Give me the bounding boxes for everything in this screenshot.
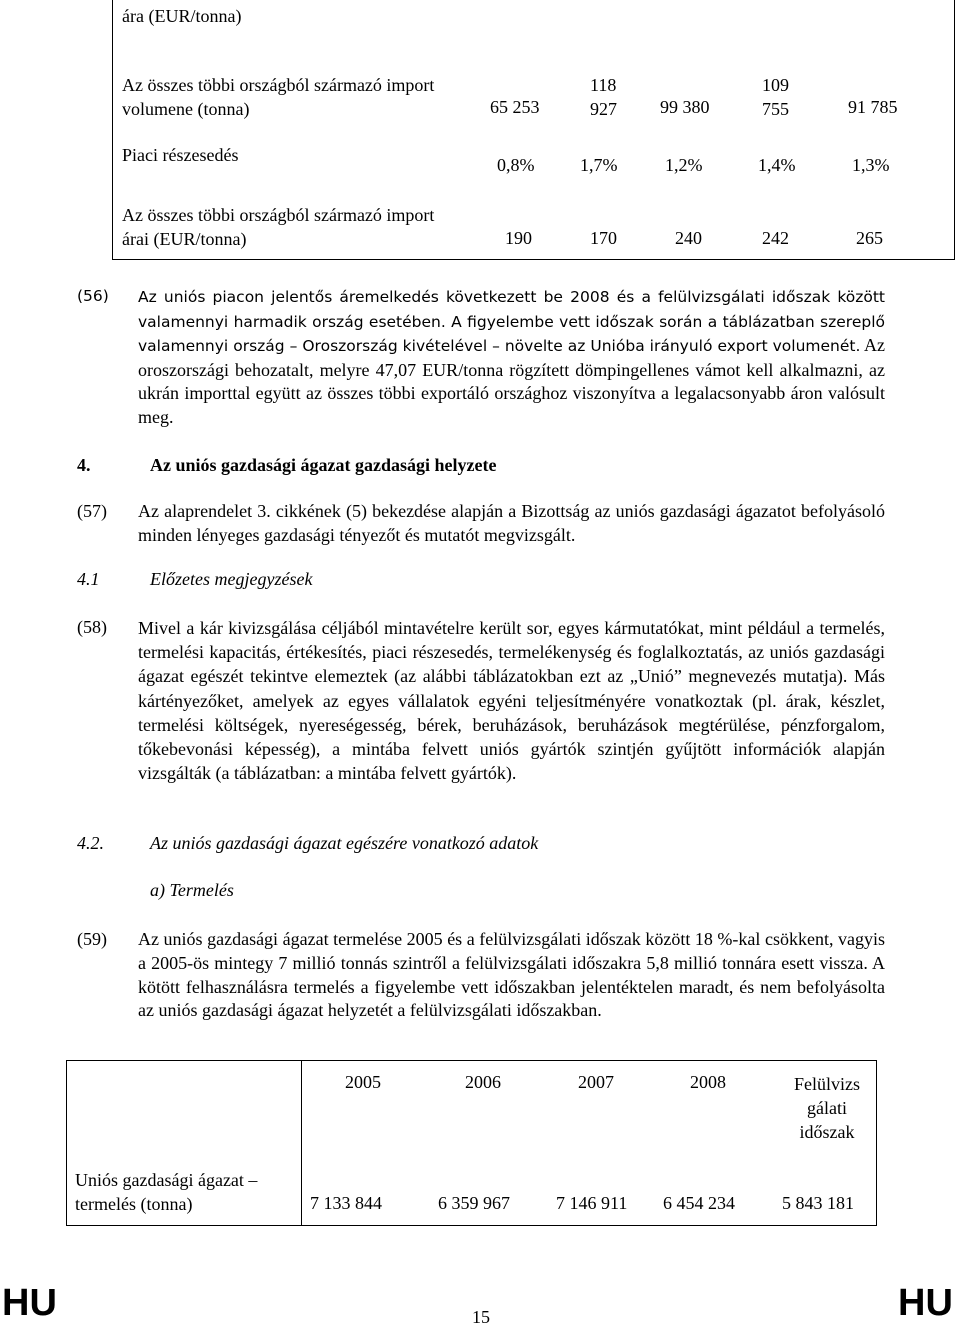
- para-56-serif: Az oroszországi behozatalt, melyre 47,07 EUR/tonna rögzített dömpingellenes vámot kell alkalmazni, az ukrán importtal együtt az összes többi exportáló országhoz viszonyítva a legalacsonyabb áron valósult meg.: [138, 335, 886, 427]
- row-label-production: Uniós gazdasági ágazat – termelés (tonna): [75, 1170, 258, 1214]
- volume-ip: 91 785: [848, 97, 898, 117]
- production-ip: 5 843 181: [782, 1193, 854, 1213]
- para-59-text: Az uniós gazdasági ágazat termelése 2005 és a felülvizsgálati időszak között 18 %-kal csökkent, vagyis a 2005-ös mintegy 7 millió tonnás szintről a felülvizsgálati időszakra 5,8 millió tonnára esett vissza. A kötött felhasználásra termelés a figyelembe vett időszakban jelentéktelen maradt, és nem befolyásolta az uniós gazdasági ágazat helyzetét a felülvizsgálati időszakban.: [138, 929, 885, 1021]
- production-2008: 6 454 234: [663, 1193, 735, 1213]
- production-2006: 6 359 967: [438, 1193, 510, 1213]
- page-number: 15: [472, 1307, 490, 1327]
- top-table-row-volume-label: Az összes többi országból származó import volumene (tonna): [122, 75, 435, 119]
- footer-lang-left: HU: [2, 1282, 57, 1324]
- top-table-row-share-label: Piaci részesedés: [122, 145, 239, 165]
- price-2007: 240: [675, 228, 702, 248]
- para-57-text: Az alaprendelet 3. cikkének (5) bekezdése alapján a Bizottság az uniós gazdasági ágazatot befolyásoló minden lényeges gazdasági tényezőt és mutatót megvizsgált.: [138, 501, 885, 545]
- para-58-text: Mivel a kár kivizsgálása céljából mintavételre került sor, egyes kármutatókat, mint például a termelés, termelési kapacitás, értékesítés, piaci részesedés, termelékenység és foglalkoztatás, az uniós gazdasági ágazat egészét tekintve elemeztek (az alábbi táblázatokban ezt az „Unió” megnevezés mutatja). Más kártényezőket, amelyek az egyes vállalatok egyéni teljesítményére vonatkoztak (pl. árak, készlet, termelési költségek, nyereségesség, bérek, beruházások, beruházások megtérülése, pénzforgalom, tőkebevonási képesség), a mintába felvett uniós gyártók szintjén gyűjtött információk alapján vizsgálták (a táblázatban: a mintába felvett gyártók).: [138, 618, 885, 784]
- para-56-number: (56): [77, 287, 109, 305]
- para-59-number: (59): [77, 929, 107, 949]
- share-2008: 1,4%: [758, 155, 796, 175]
- subheading-production: a) Termelés: [150, 880, 234, 900]
- price-ip: 265: [856, 228, 883, 248]
- heading-4-title: Az uniós gazdasági ágazat gazdasági helyzete: [150, 455, 497, 475]
- top-table-row-price-all-label: Az összes többi országból származó import árai (EUR/tonna): [122, 205, 435, 249]
- share-2005: 0,8%: [497, 155, 535, 175]
- heading-42-number: 4.2.: [77, 833, 104, 853]
- share-2007: 1,2%: [665, 155, 703, 175]
- para-56-text: [138, 285, 885, 429]
- price-2008: 242: [762, 228, 789, 248]
- para-58-number: (58): [77, 617, 107, 637]
- volume-2007: 99 380: [660, 97, 710, 117]
- volume-2006: 118 927: [590, 75, 617, 119]
- heading-4-number: 4.: [77, 455, 91, 475]
- volume-2008: 109 755: [762, 75, 789, 119]
- share-2006: 1,7%: [580, 155, 618, 175]
- heading-41-title: Előzetes megjegyzések: [150, 569, 313, 589]
- production-2005: 7 133 844: [310, 1193, 382, 1213]
- col-header-2008: 2008: [690, 1072, 726, 1092]
- production-2007: 7 146 911: [556, 1193, 628, 1213]
- para-56-sans: Az uniós piacon jelentős áremelkedés következett be 2008 és a felülvizsgálati időszak között valamennyi harmadik ország esetében. A figyelembe vett időszak során a táblázatban szereplő valamennyi ország – Oroszország kivételével – növelte az Unióba irányuló export volumenét.: [138, 288, 885, 355]
- col-header-2007: 2007: [578, 1072, 614, 1092]
- para-57-number: (57): [77, 501, 107, 521]
- heading-42-title: Az uniós gazdasági ágazat egészére vonatkozó adatok: [150, 833, 539, 853]
- price-2006: 170: [590, 228, 617, 248]
- col-header-2005: 2005: [345, 1072, 381, 1092]
- price-2005: 190: [505, 228, 532, 248]
- footer-lang-right: HU: [898, 1282, 953, 1324]
- top-table-row-price-label: ára (EUR/tonna): [122, 6, 242, 26]
- share-ip: 1,3%: [852, 155, 890, 175]
- volume-2005: 65 253: [490, 97, 540, 117]
- heading-41-number: 4.1: [77, 569, 100, 589]
- col-header-ip: Felülvizs gálati időszak: [794, 1074, 860, 1142]
- col-header-2006: 2006: [465, 1072, 501, 1092]
